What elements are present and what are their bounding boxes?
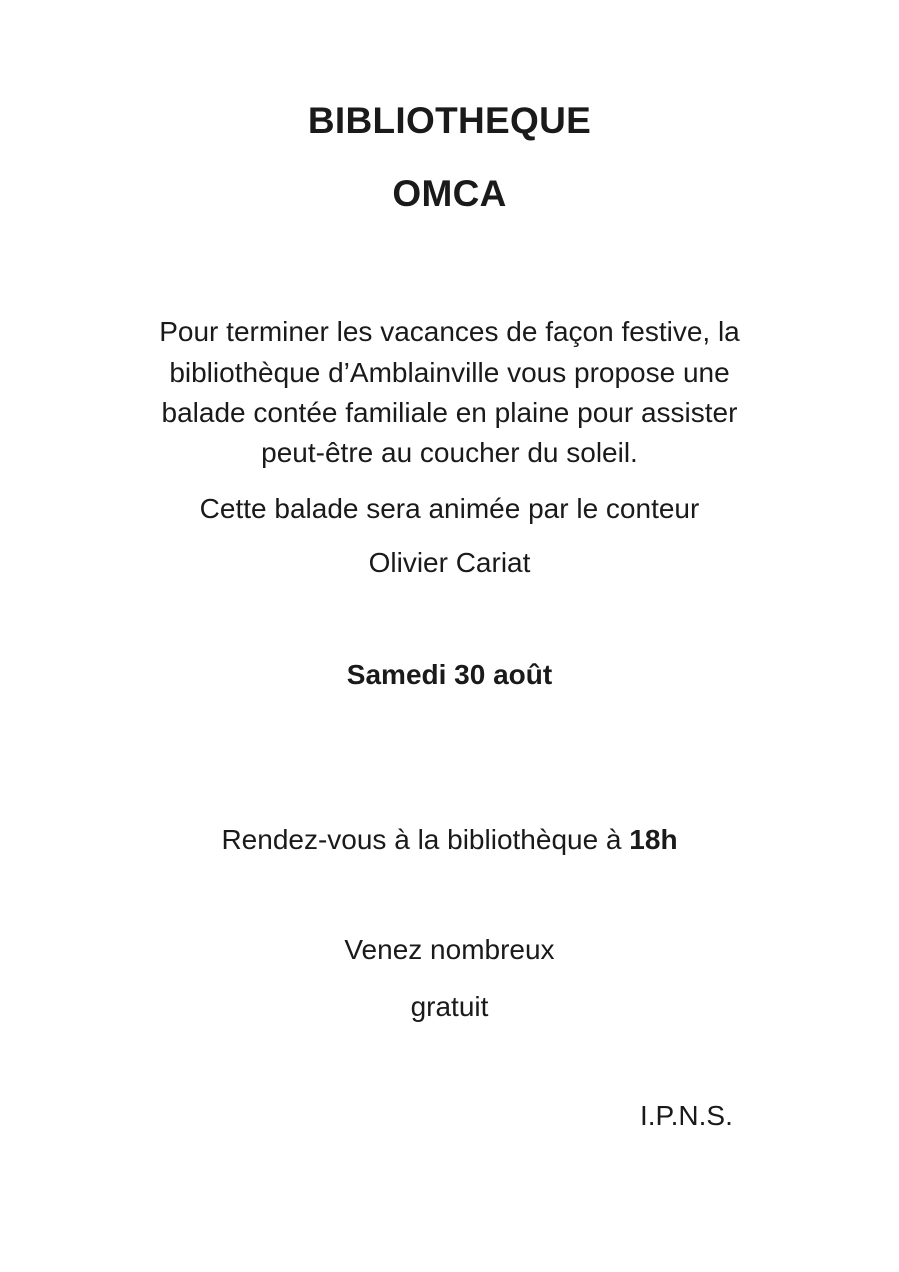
invite-text: Venez nombreux — [344, 934, 555, 965]
meeting-time: 18h — [629, 824, 678, 855]
title-bibliotheque: BIBLIOTHEQUE — [307, 100, 592, 141]
event-date: Samedi 30 août — [346, 659, 553, 690]
animator-line: Cette balade sera animée par le conteur — [199, 493, 700, 524]
storyteller-name: Olivier Cariat — [368, 547, 531, 578]
price-text: gratuit — [410, 991, 489, 1022]
meeting-info — [0, 820, 899, 860]
ipns-note: I.P.N.S. — [640, 1100, 733, 1131]
intro-line-4: peut-être au coucher du soleil. — [261, 437, 638, 468]
intro-line-2: bibliothèque d’Amblainville vous propose une — [169, 357, 730, 388]
title-omca: OMCA — [392, 173, 507, 214]
intro-line-1: Pour terminer les vacances de façon festive, la — [159, 316, 740, 347]
intro-line-3: balade contée familiale en plaine pour assister — [161, 397, 738, 428]
meeting-text: Rendez-vous à la bibliothèque à — [221, 824, 630, 855]
